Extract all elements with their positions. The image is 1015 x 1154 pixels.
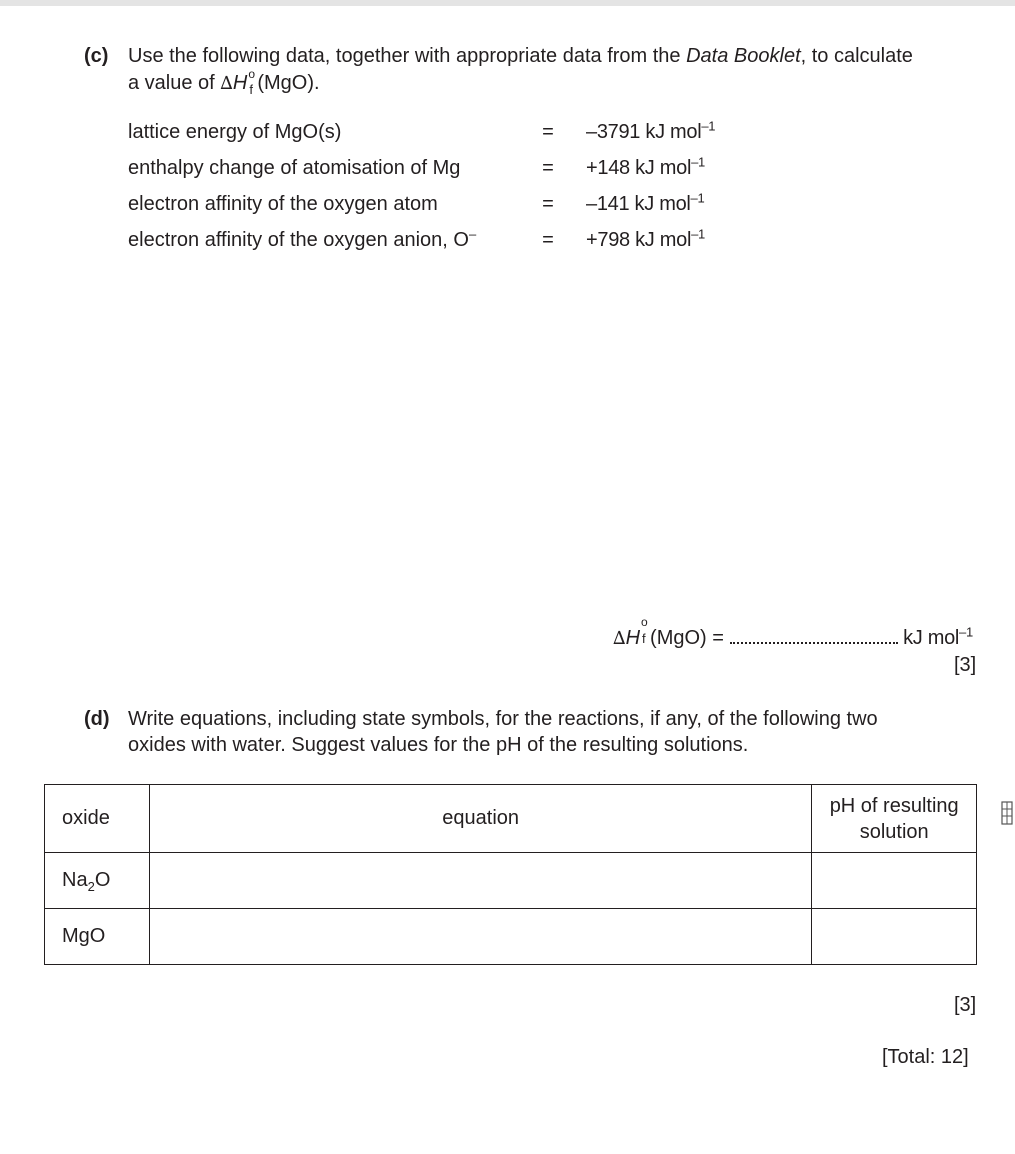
part-c-intro-line2 [128,69,320,98]
data-row-1-exponent: –1 [701,118,716,134]
na2o-equation-cell[interactable] [149,853,811,909]
data-row-4-exponent: –1 [691,226,705,242]
part-c-intro-text-b: , to calculate [800,45,913,67]
mgo-ph-cell[interactable] [812,909,977,965]
data-row-2-equals: = [542,157,554,179]
answer-standard-formation-marker [640,615,650,646]
data-row-4-text: electron affinity of the oxygen anion, O [128,229,469,251]
answer-delta-symbol: ∆ [613,628,626,649]
data-booklet-ref: Data Booklet [686,45,801,67]
data-row-3-value [586,190,705,216]
answer-blank[interactable] [730,628,898,644]
corner-marker-icon[interactable] [1000,798,1014,828]
table-row [45,909,977,965]
part-c-marks: [3] [954,654,977,676]
data-row-3-number: –141 kJ mol [586,193,691,215]
part-d-line2: oxides with water. Suggest values for the pH of the resulting solutions. [128,734,749,756]
header-equation: equation [149,785,811,853]
data-row-1-number: –3791 kJ mol [586,121,702,143]
answer-line [613,615,973,650]
part-c-label: (c) [84,45,109,67]
oxide-mgo-main: MgO [62,925,106,947]
data-row-4-number: +798 kJ mol [586,229,692,251]
data-row-2-number: +148 kJ mol [586,157,692,179]
answer-prefix: (MgO) = [650,627,724,649]
oxide-table [44,784,977,965]
mgo-equation-cell[interactable] [149,909,811,965]
part-c-intro-line1 [128,42,913,70]
data-row-2-value [586,154,705,180]
data-row-4-value [586,226,705,252]
part-c-intro-prefix: a value of [128,72,221,94]
oxide-mgo [45,909,150,965]
part-d-line1: Write equations, including state symbols, for the reactions, if any, of the following two [128,708,878,730]
data-row-3-label: electron affinity of the oxygen atom [128,193,438,215]
delta-symbol: ∆ [220,73,233,94]
answer-unit-text: kJ mol [903,627,960,649]
data-row-3-equals: = [542,193,554,215]
answer-formation-subscript: f [642,631,646,646]
working-space[interactable] [128,270,978,610]
data-row-4-equals: = [542,229,554,251]
mgo-formula: (MgO). [257,72,320,94]
data-row-1-label: lattice energy of MgO(s) [128,121,342,143]
standard-state-symbol: o [248,67,256,81]
header-ph-line2: solution [859,820,929,843]
data-row-2-exponent: –1 [691,154,705,170]
data-row-1-equals: = [542,121,554,143]
header-ph-line1: pH of resulting [829,794,959,817]
header-oxide: oxide [45,785,150,853]
part-d-marks: [3] [954,994,977,1016]
na2o-ph-cell[interactable] [812,853,977,909]
enthalpy-symbol: H [232,72,248,94]
table-row [45,853,977,909]
data-row-1-value [586,118,716,144]
answer-unit [903,624,973,649]
top-border [0,0,1015,6]
answer-unit-exponent: –1 [959,624,973,640]
oxide-na2o-tail: O [94,869,111,891]
data-row-3-exponent: –1 [690,190,705,206]
data-row-2-label: enthalpy change of atomisation of Mg [128,157,461,179]
answer-standard-state-symbol: o [641,615,648,629]
oxide-na2o-sub: 2 [87,879,95,894]
part-d-label: (d) [84,708,110,730]
oxide-na2o-main: Na [62,869,88,891]
oxide-na2o [45,853,150,909]
data-row-4-label [128,226,477,252]
formation-subscript: f [249,82,253,97]
standard-formation-marker [247,67,257,97]
total-marks: [Total: 12] [882,1046,969,1068]
part-c-intro-text-a: Use the following data, together with appropriate data from the [128,45,687,67]
answer-enthalpy-symbol: H [625,627,641,649]
header-ph [812,785,977,853]
anion-charge: – [468,226,477,242]
table-header-row [45,785,977,853]
